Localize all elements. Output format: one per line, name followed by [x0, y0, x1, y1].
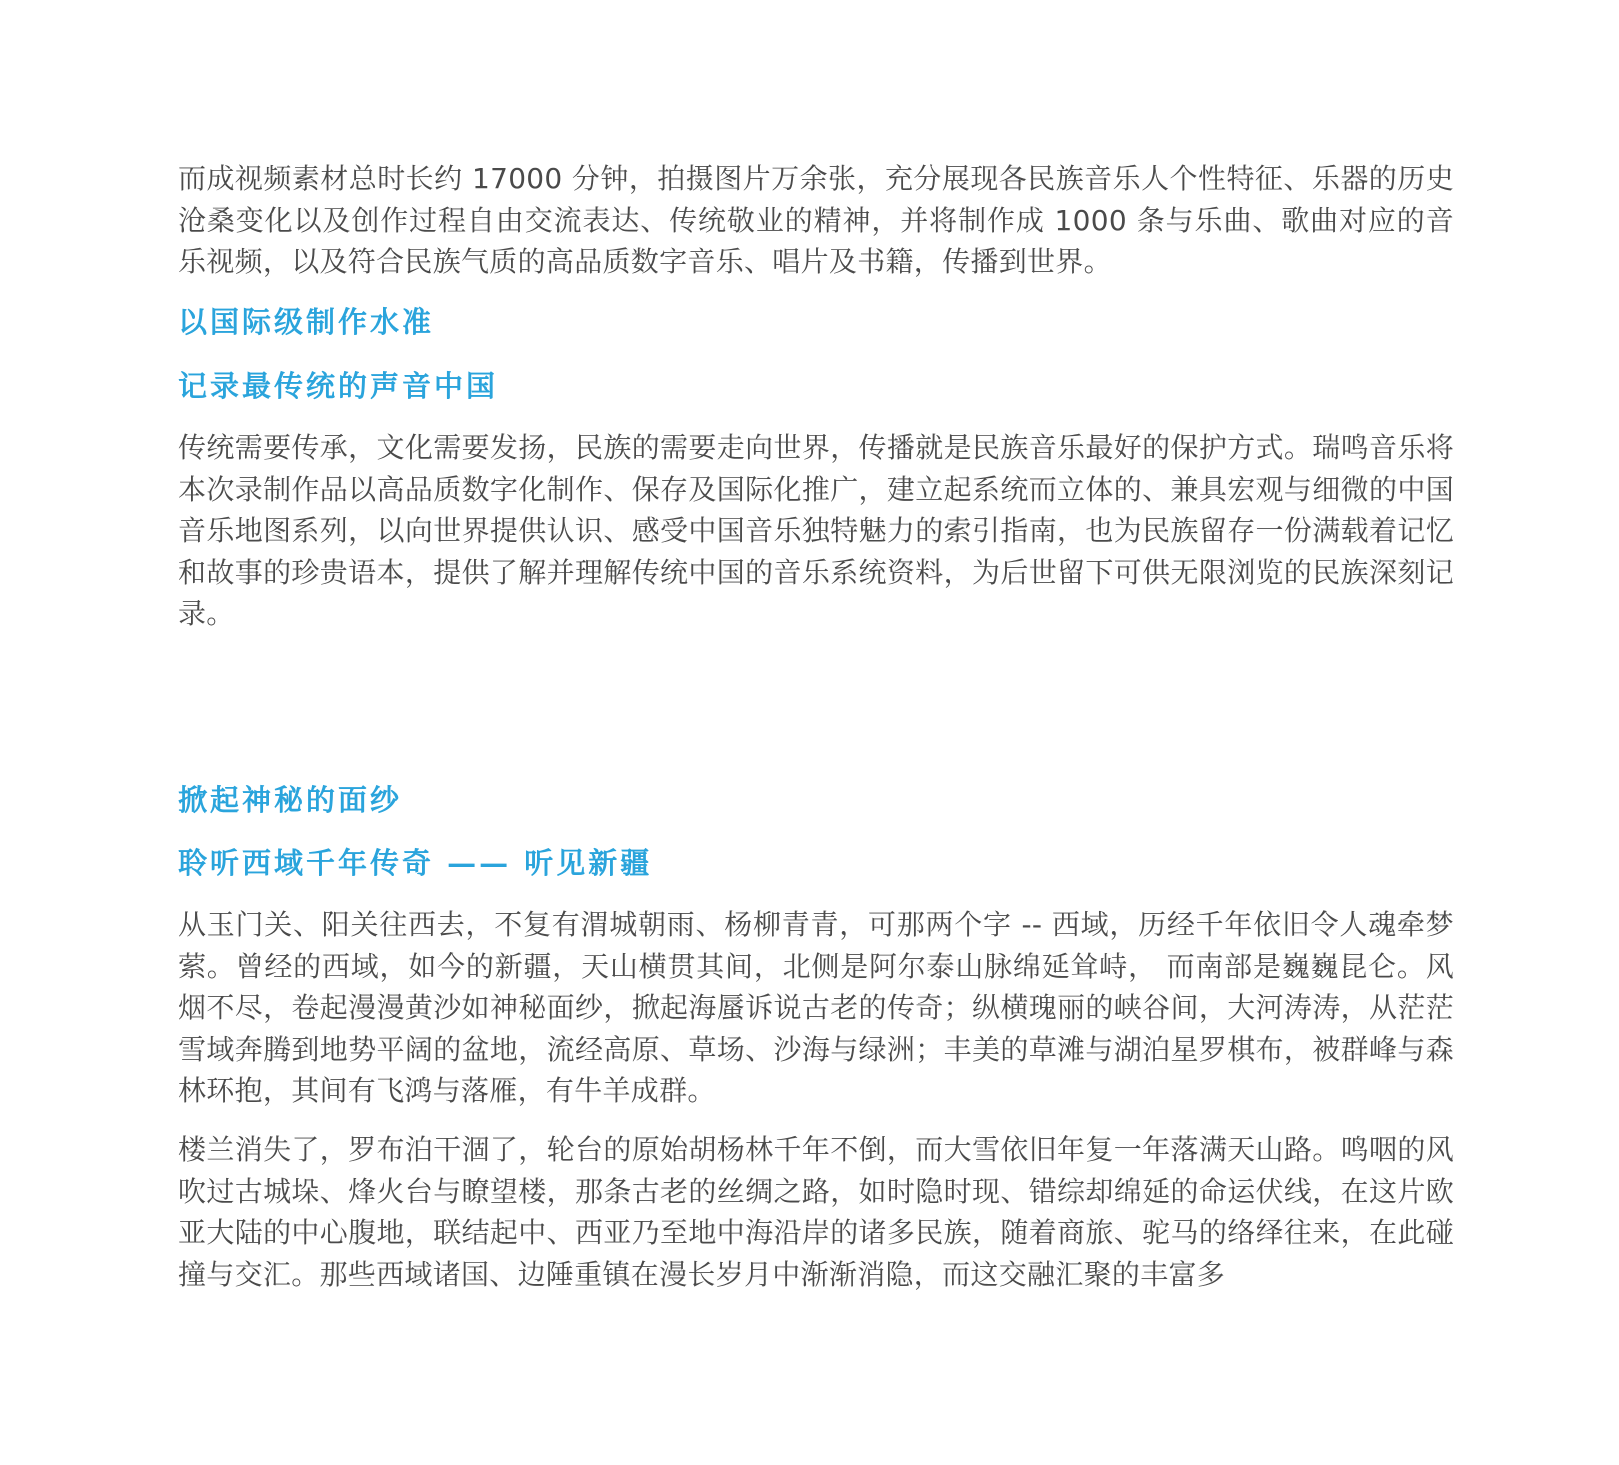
section-heading-xinjiang: 掀起神秘的面纱	[178, 783, 403, 817]
section-subheading-recording-standard: 记录最传统的声音中国	[178, 369, 499, 403]
section-subheading-xinjiang: 聆听西域千年传奇 —— 听见新疆	[178, 846, 653, 880]
xinjiang-paragraph-2: 楼兰消失了，罗布泊干涸了，轮台的原始胡杨林千年不倒，而大雪依旧年复一年落满天山路。鸣咽的风吹过古城垛、烽火台与瞭望楼，那条古老的丝绸之路，如时隐时现、错综却绵延的命运伏线，在这片欧亚大陆的中心腹地，联结起中、西亚乃至地中海沿岸的诸多民族，随着商旅、驼马的络绎往来，在此碰撞与交汇。那些西域诸国、边陲重镇在漫长岁月中渐渐消隐，而这交融汇聚的丰富多	[178, 1133, 1454, 1291]
intro-paragraph: 而成视频素材总时长约 17000 分钟，拍摄图片万余张，充分展现各民族音乐人个性特征、乐器的历史沧桑变化以及创作过程自由交流表达、传统敬业的精神，并将制作成 1000 条与乐曲、歌曲对应的音乐视频，以及符合民族气质的高品质数字音乐、唱片及书籍，传播到世界。	[178, 162, 1454, 278]
section-heading-recording-standard: 以国际级制作水准	[178, 305, 435, 339]
xinjiang-paragraph-1: 从玉门关、阳关往西去，不复有渭城朝雨、杨柳青青，可那两个字 -- 西域，历经千年依旧令人魂牵梦萦。曾经的西域，如今的新疆，天山横贯其间，北侧是阿尔泰山脉绵延耸峙， 而南部是巍巍昆仑。风烟不尽，卷起漫漫黄沙如神秘面纱，掀起海蜃诉说古老的传奇；纵横瑰丽的峡谷间，大河涛涛，从茫茫雪域奔腾到地势平阔的盆地，流经高原、草场、沙海与绿洲；丰美的草滩与湖泊星罗棋布，被群峰与森林环抱，其间有飞鸿与落雁，有牛羊成群。	[178, 908, 1454, 1107]
recording-standard-paragraph: 传统需要传承，文化需要发扬，民族的需要走向世界，传播就是民族音乐最好的保护方式。瑞鸣音乐将本次录制作品以高品质数字化制作、保存及国际化推广，建立起系统而立体的、兼具宏观与细微的中国音乐地图系列，以向世界提供认识、感受中国音乐独特魅力的索引指南，也为民族留存一份满载着记忆和故事的珍贵语本，提供了解并理解传统中国的音乐系统资料，为后世留下可供无限浏览的民族深刻记录。	[178, 431, 1454, 630]
